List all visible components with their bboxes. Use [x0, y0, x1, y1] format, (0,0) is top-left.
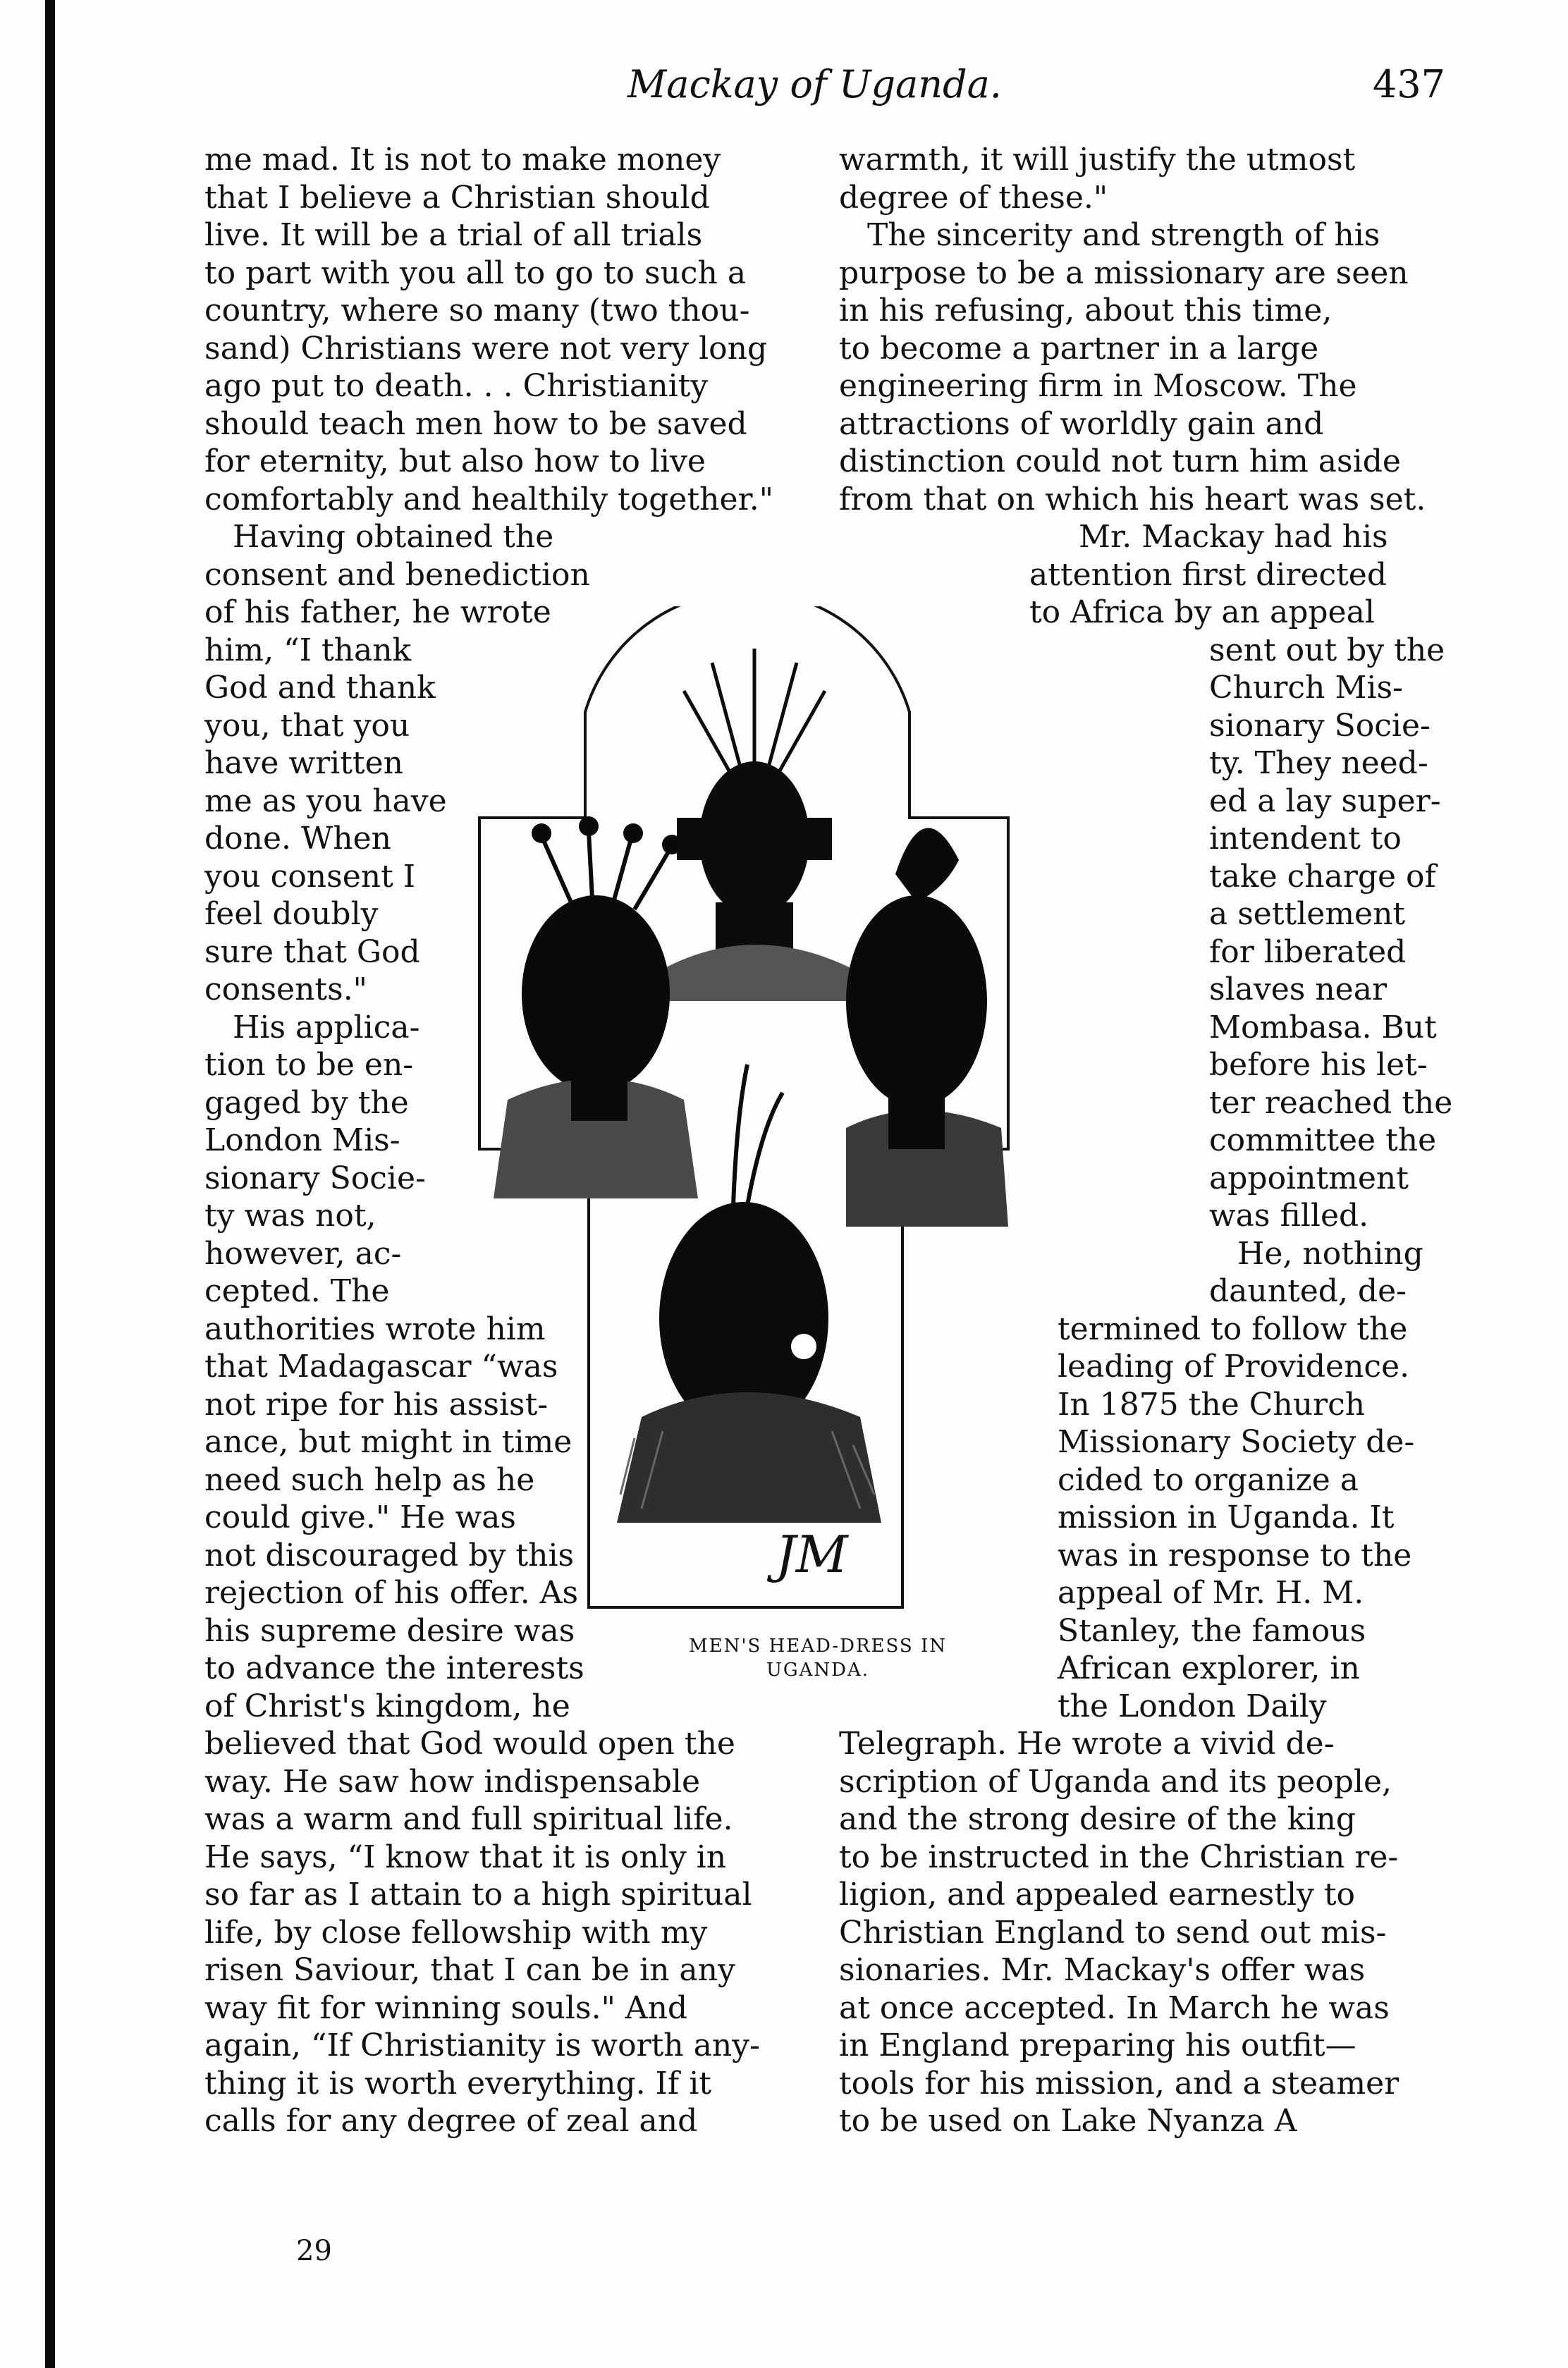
text-line: ago put to death. . . Christianity — [204, 368, 709, 404]
text-line: that Madagascar “was — [204, 1349, 558, 1385]
text-line: In 1875 the Church — [1058, 1386, 1366, 1423]
engraving-figure — [465, 606, 1022, 1614]
text-line: tools for his mission, and a steamer — [839, 2065, 1399, 2102]
text-line: thing it is worth everything. If it — [204, 2065, 711, 2102]
text-line: attractions of worldly gain and — [839, 405, 1324, 442]
illustration-caption — [635, 1634, 1001, 1682]
text-line: consent and benediction — [204, 556, 590, 593]
text-line: consents." — [204, 971, 367, 1007]
text-line: risen Saviour, that I can be in any — [204, 1952, 735, 1988]
text-line: slaves near — [1209, 971, 1387, 1007]
text-line: in England preparing his outfit— — [839, 2027, 1356, 2063]
text-line: have written — [204, 745, 403, 781]
page-number: 437 — [1372, 62, 1445, 106]
text-line: African explorer, in — [1058, 1650, 1360, 1686]
text-line: termined to follow the — [1058, 1311, 1408, 1347]
text-line: need such help as he — [204, 1461, 535, 1498]
text-line: tion to be en- — [204, 1047, 414, 1083]
text-line: He says, “I know that it is only in — [204, 1839, 727, 1875]
text-line: take charge of — [1209, 858, 1436, 895]
text-line: done. When — [204, 821, 391, 857]
text-line: Telegraph. He wrote a vivid de- — [839, 1726, 1335, 1762]
text-line: way. He saw how indispensable — [204, 1763, 701, 1800]
text-line: authorities wrote him — [204, 1311, 546, 1347]
text-line: not discouraged by this — [204, 1537, 575, 1573]
text-line: warmth, it will justify the utmost — [839, 142, 1356, 178]
text-line: cided to organize a — [1058, 1461, 1359, 1498]
text-line: me mad. It is not to make money — [204, 142, 721, 178]
text-line: Stanley, the famous — [1058, 1612, 1366, 1649]
text-line: at once accepted. In March he was — [839, 1989, 1390, 2026]
text-line: again, “If Christianity is worth any- — [204, 2027, 760, 2063]
text-line: Having obtained the — [233, 519, 554, 555]
text-line: for eternity, but also how to live — [204, 443, 706, 479]
figure-top — [656, 649, 860, 1001]
text-line: sionary Socie- — [1209, 707, 1431, 744]
text-line: intendent to — [1209, 821, 1402, 857]
text-line: distinction could not turn him aside — [839, 443, 1401, 479]
text-line: was a warm and full spiritual life. — [204, 1801, 733, 1837]
text-line: Mombasa. But — [1209, 1009, 1437, 1045]
text-line: so far as I attain to a high spiritual — [204, 1877, 752, 1913]
text-line: country, where so many (two thou- — [204, 293, 750, 329]
text-line: way fit for winning souls." And — [204, 1989, 688, 2026]
text-line: from that on which his heart was set. — [839, 481, 1426, 517]
text-line: gaged by the — [204, 1084, 409, 1121]
text-line: Mr. Mackay had his — [1079, 519, 1388, 555]
text-line: sure that God — [204, 933, 420, 970]
text-line: that I believe a Christian should — [204, 179, 710, 216]
text-line: ty. They need- — [1209, 745, 1428, 781]
text-line: sand) Christians were not very long — [204, 330, 768, 367]
figure-left — [494, 816, 698, 1198]
text-line: appointment — [1209, 1160, 1409, 1196]
text-line: comfortably and healthily together." — [204, 481, 773, 517]
caption-line-2: UGANDA. — [766, 1660, 870, 1681]
text-line: to be instructed in the Christian re- — [839, 1839, 1399, 1875]
text-line: scription of Uganda and its people, — [839, 1763, 1392, 1800]
text-line: ed a lay super- — [1209, 783, 1441, 819]
text-line: believed that God would open the — [204, 1726, 735, 1762]
text-line: Church Mis- — [1209, 670, 1403, 706]
text-line: attention first directed — [1029, 556, 1388, 593]
text-line: could give." He was — [204, 1499, 516, 1535]
text-line: rejection of his offer. As — [204, 1575, 579, 1611]
engraver-monogram: JM — [776, 1525, 848, 1584]
illustration-headdress — [465, 606, 1022, 1614]
text-line: for liberated — [1209, 933, 1407, 970]
text-line: a settlement — [1209, 896, 1406, 932]
text-line: mission in Uganda. It — [1058, 1499, 1395, 1535]
text-line: purpose to be a missionary are seen — [839, 254, 1409, 291]
text-line: God and thank — [204, 670, 436, 706]
text-line: however, ac- — [204, 1235, 402, 1272]
text-line: life, by close fellowship with my — [204, 1914, 708, 1951]
text-line: the London Daily — [1058, 1688, 1327, 1724]
binding-edge — [45, 0, 55, 2368]
text-line: should teach men how to be saved — [204, 405, 747, 442]
text-line: his supreme desire was — [204, 1612, 575, 1649]
text-line: him, “I thank — [204, 632, 412, 668]
text-line: not ripe for his assist- — [204, 1386, 549, 1423]
running-title: Mackay of Uganda. — [627, 62, 1002, 106]
text-line: daunted, de- — [1209, 1273, 1407, 1309]
text-line: leading of Providence. — [1058, 1349, 1410, 1385]
caption-line-1: MEN'S HEAD-DRESS IN — [689, 1636, 947, 1657]
text-line: engineering firm in Moscow. The — [839, 368, 1357, 404]
text-line: cepted. The — [204, 1273, 390, 1309]
text-line: to become a partner in a large — [839, 330, 1319, 367]
text-line: of his father, he wrote — [204, 594, 551, 630]
figure-right — [846, 828, 1008, 1227]
text-line: The sincerity and strength of his — [867, 217, 1380, 253]
text-line: you, that you — [204, 707, 410, 744]
text-line: ty was not, — [204, 1198, 376, 1234]
text-line: live. It will be a trial of all trials — [204, 217, 703, 253]
text-line: before his let- — [1209, 1047, 1428, 1083]
page-header — [212, 62, 1495, 125]
text-line: to Africa by an appeal — [1029, 594, 1375, 630]
text-line: His applica- — [233, 1009, 420, 1045]
text-line: Missionary Society de- — [1058, 1424, 1415, 1460]
text-line: ligion, and appealed earnestly to — [839, 1877, 1356, 1913]
signature-mark: 29 — [296, 2235, 332, 2267]
text-line: me as you have — [204, 783, 447, 819]
text-line: of Christ's kingdom, he — [204, 1688, 570, 1724]
text-line: He, nothing — [1237, 1235, 1423, 1272]
text-line: calls for any degree of zeal and — [204, 2103, 698, 2139]
text-line: was in response to the — [1058, 1537, 1412, 1573]
text-line: in his refusing, about this time, — [839, 293, 1333, 329]
text-line: to part with you all to go to such a — [204, 254, 747, 291]
text-line: degree of these." — [839, 179, 1108, 216]
text-line: ter reached the — [1209, 1084, 1453, 1121]
text-line: ance, but might in time — [204, 1424, 572, 1460]
text-line: London Mis- — [204, 1122, 400, 1158]
text-line: sionary Socie- — [204, 1160, 426, 1196]
text-line: to advance the interests — [204, 1650, 584, 1686]
text-line: to be used on Lake Nyanza A — [839, 2103, 1297, 2139]
text-line: feel doubly — [204, 896, 379, 932]
text-line: appeal of Mr. H. M. — [1058, 1575, 1364, 1611]
text-line: Christian England to send out mis- — [839, 1914, 1387, 1951]
text-line: sent out by the — [1209, 632, 1445, 668]
text-line: committee the — [1209, 1122, 1437, 1158]
text-line: you consent I — [204, 858, 416, 895]
text-line: was filled. — [1209, 1198, 1369, 1234]
text-line: sionaries. Mr. Mackay's offer was — [839, 1952, 1366, 1988]
text-line: and the strong desire of the king — [839, 1801, 1356, 1837]
